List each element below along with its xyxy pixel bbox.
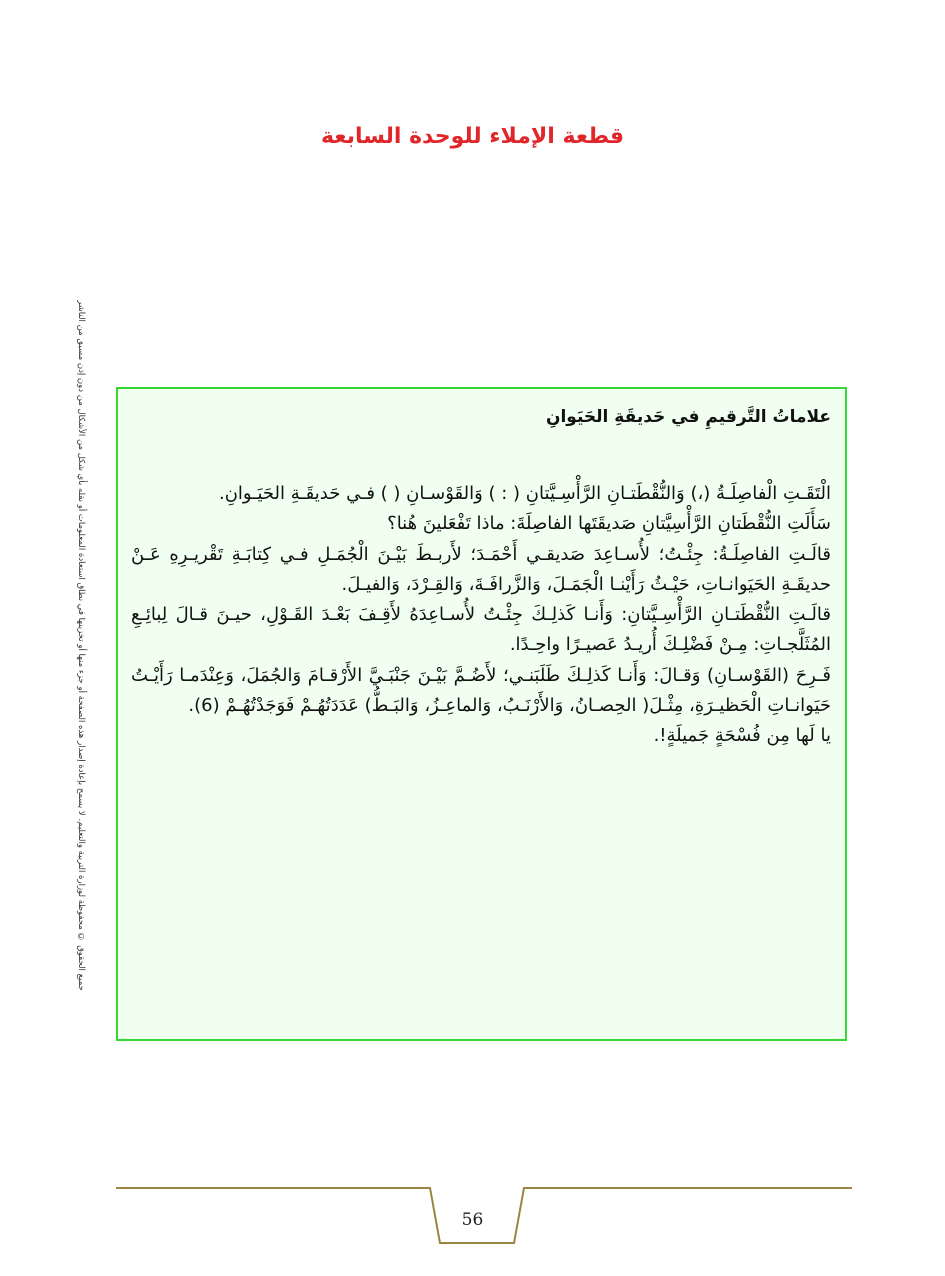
- copyright-text: جميع الحقوق © محفوظة لوزارة التربية والتعليم. لا يسمح بإعادة إصدار هذه الصفحة أو جزء منها أو تخزينها في نطاق استعادة المعلومات أو نقله بأي شكل من الأشكال من دون إذن مسبق من الناشر: [76, 300, 86, 991]
- dictation-text-box: [116, 387, 847, 1041]
- passage-paragraph-2: سَأَلَتِ النُّقْطَتانِ الرَّأْسِيَّتانِ صَديقَتَها الفاصِلَةَ: ماذا تَفْعَلينَ هُنا؟: [387, 513, 831, 535]
- page-number: 56: [461, 1210, 484, 1230]
- passage-paragraph-6: يا لَها مِن فُسْحَةٍ جَميلَةٍ!.: [653, 725, 831, 747]
- page-title: قطعة الإملاء للوحدة السابعة: [320, 124, 625, 149]
- copyright-side-note: [76, 300, 90, 1000]
- passage-paragraph-1: الْتَقَـتِ الْفاصِلَـةُ (،) وَالنُّقْطَتـانِ الرَّأْسِـيَّتانِ ( : ) وَالقَوْسـانِ ( ) فـي حَديقَـةِ الحَيَـوانِ.: [218, 483, 831, 504]
- passage-paragraph-4: قالَـتِ النُّقْطَتـانِ الرَّأْسِـيَّتانِ: وَأَنـا كَذلِـكَ جِئْـتُ لأُسـاعِدَهُ لأَقِـفَ بَعْـدَ القَـوْلِ، حيـنَ قـالَ لِبائِـعِ المُثَلَّجـاتِ: مِـنْ فَضْلِـكَ أُريـدُ عَصيـرًا واحِـدًا.: [131, 604, 831, 656]
- passage-body: [131, 479, 831, 752]
- passage-paragraph-5: فَـرِحَ (القَوْسـانِ) وَقـالَ: وَأَنـا كَذلِـكَ طَلَبَنـي؛ لأَضُـمَّ بَيْـنَ جَنْبَـيَّ الأَرْقـامَ وَالجُمَلَ، وَعِنْدَمـا رَأَيْـتُ حَيَوانـاتِ الْحَظيـرَةِ، مِثْـلَ( الحِصـانُ، وَالأَرْنَـبُ، وَالماعِـزُ، وَالبَـطُّ) عَدَدَتُهُـمْ فَوَجَدْتُهُـمْ (6).: [131, 664, 831, 717]
- passage-paragraph-3: قالَـتِ الفاصِلَـةُ: جِئْـتُ؛ لأُسـاعِدَ صَديقـي أَحْمَـدَ؛ لأَربـطَ بَيْـنَ الْجُمَـلِ فـي كِتابَـةِ تَقْريـرِهِ عَـنْ حديقَـةِ الحَيَوانـاتِ، حَيْـثُ رَأَيْنـا الْجَمَـلَ، وَالزَّرافَـةَ، وَالقِـرْدَ، وَالفيـلَ.: [131, 543, 831, 595]
- passage-heading: علاماتُ التَّرقيمِ في حَديقَةِ الحَيَوانِ: [545, 407, 831, 427]
